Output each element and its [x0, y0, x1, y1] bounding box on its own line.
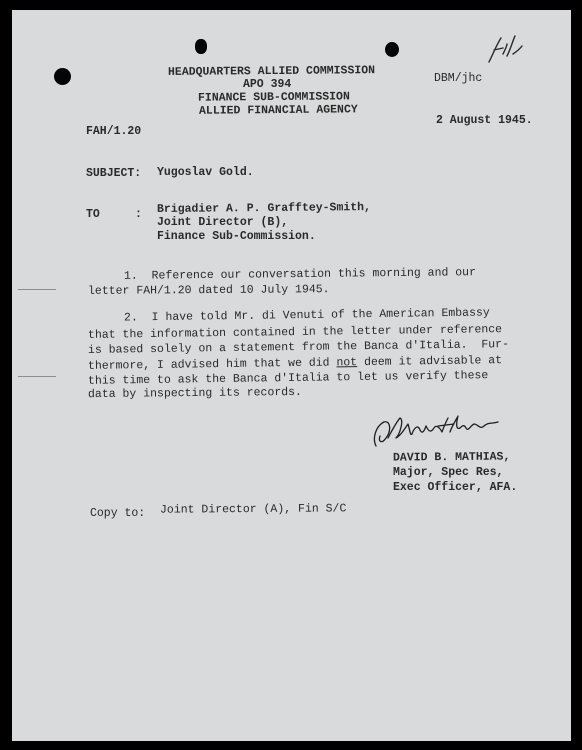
letter-page	[12, 10, 571, 741]
paragraph-2-line-3: is based solely on a statement from the Banca d'Italia. Fur-	[87, 338, 510, 357]
to-line-3: Finance Sub-Commission.	[157, 230, 316, 243]
paragraph-2-line-4-start: thermore, I advised him that we did	[87, 356, 337, 373]
to-line-1: Brigadier A. P. Grafftey-Smith,	[156, 201, 371, 216]
reference-initials: DBM/jhc	[434, 72, 483, 85]
paragraph-1-line-2: letter FAH/1.20 dated 10 July 1945.	[87, 283, 330, 298]
to-colon: :	[135, 208, 142, 221]
subject-label: SUBJECT:	[86, 167, 142, 180]
paragraph-2-line-4-end: deem it advisable at	[357, 354, 503, 370]
to-label: TO	[86, 208, 100, 221]
paragraph-2-line-1: 2. I have told Mr. di Venuti of the American Embassy	[123, 306, 490, 325]
punch-hole-top-left	[195, 39, 207, 54]
emphasis-not: not	[336, 356, 358, 370]
signer-rank: Major, Spec Res,	[393, 466, 504, 479]
fold-mark-upper	[18, 289, 56, 290]
letterhead-line-3: FINANCE SUB-COMMISSION	[197, 90, 350, 105]
subject-value: Yugoslav Gold.	[157, 166, 254, 179]
paragraph-2-line-5: this time to ask the Banca d'Italia to let us verify these	[87, 369, 489, 388]
signer-position: Exec Officer, AFA.	[393, 481, 518, 494]
paragraph-1-line-1: 1. Reference our conversation this morning and our	[123, 266, 477, 283]
signer-name: DAVID B. MATHIAS,	[392, 450, 511, 465]
letterhead-line-1: HEADQUARTERS ALLIED COMMISSION	[167, 64, 376, 79]
letter-date: 2 August 1945.	[436, 114, 533, 127]
paragraph-2-line-2: that the information contained in the letter under reference	[87, 323, 503, 342]
fold-mark-lower	[18, 376, 56, 377]
to-line-2: Joint Director (B),	[157, 216, 289, 229]
copy-to-label: Copy to:	[90, 507, 146, 520]
punch-hole-top-right	[385, 42, 399, 57]
handwritten-signature	[370, 408, 510, 452]
file-number: FAH/1.20	[86, 125, 142, 138]
handwritten-file-note	[485, 32, 527, 68]
copy-to-value: Joint Director (A), Fin S/C	[159, 502, 347, 517]
punch-hole-left	[54, 68, 71, 85]
paragraph-2-line-6: data by inspecting its records.	[87, 385, 302, 402]
letterhead-line-2: APO 394	[243, 78, 292, 91]
letterhead-line-4: ALLIED FINANCIAL AGENCY	[198, 103, 358, 118]
